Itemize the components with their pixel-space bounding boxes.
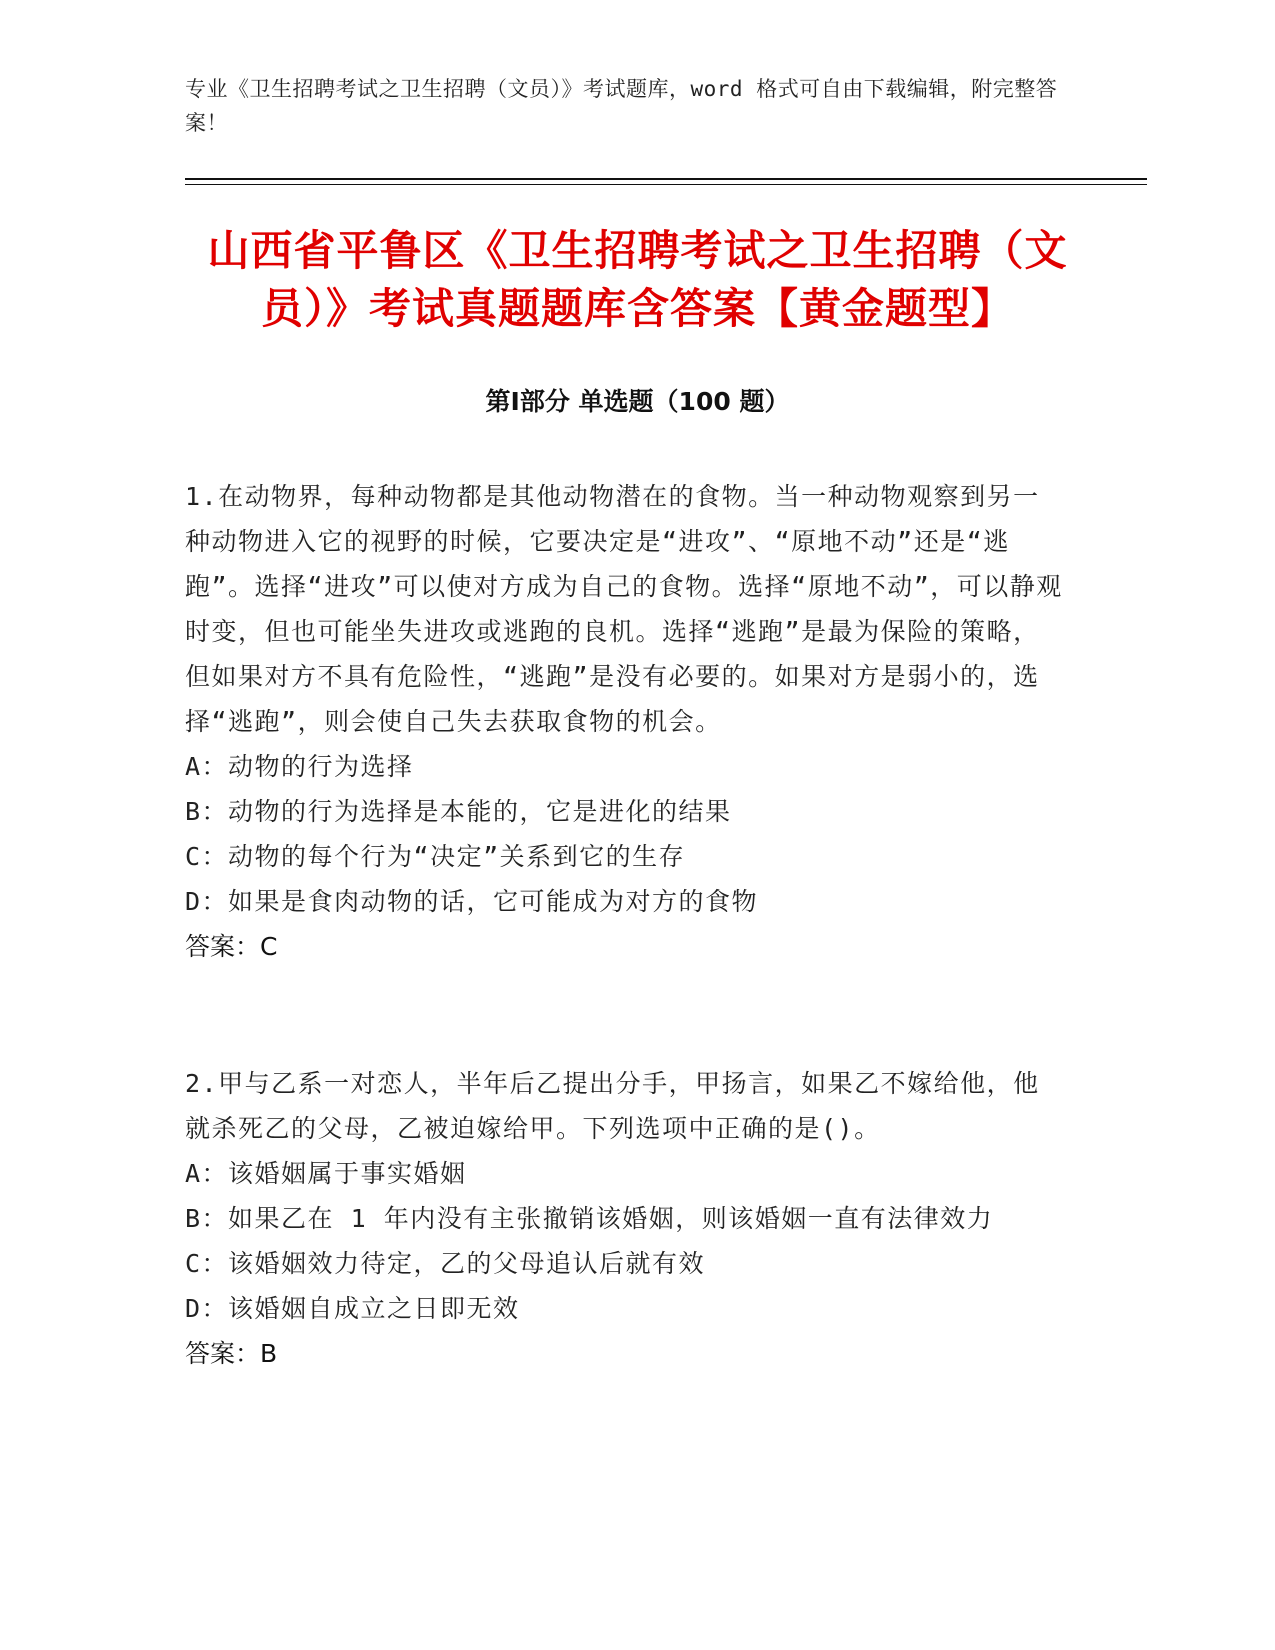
document-title: 山西省平鲁区《卫生招聘考试之卫生招聘（文员）》考试真题题库含答案【黄金题型】 [207,226,1068,333]
option-d: D：该婚姻自成立之日即无效 [185,1294,520,1323]
header-rule-thin [185,184,1147,185]
option-a: A：动物的行为选择 [185,752,414,781]
option-c: C：动物的每个行为“决定”关系到它的生存 [185,842,686,871]
header-rule-thick [185,178,1147,180]
question-stem: 1.在动物界，每种动物都是其他动物潜在的食物。当一种动物观察到另一种动物进入它的视野的时候，它要决定是“进攻”、“原地不动”还是“逃跑”。选择“进攻”可以使对方成为自己的食物。选择“原地不动”，可以静观时变，但也可能坐失进攻或逃跑的良机。选择“逃跑”是最为保险的策略，但如果对方不具有危险性，“逃跑”是没有必要的。如果对方是弱小的，选择“逃跑”，则会使自己失去获取食物的机会。 [185,482,1063,736]
question-2 [185,1061,1065,1376]
section-heading: 第Ⅰ部分 单选题（100 题） [485,387,790,416]
option-d: D：如果是食肉动物的话，它可能成为对方的食物 [185,887,759,916]
answer-label: 答案：B [185,1339,278,1368]
question-1 [185,474,1065,969]
option-b: B：如果乙在 1 年内没有主张撤销该婚姻，则该婚姻一直有法律效力 [185,1204,994,1233]
option-a: A：该婚姻属于事实婚姻 [185,1159,467,1188]
option-c: C：该婚姻效力待定，乙的父母追认后就有效 [185,1249,706,1278]
header-note: 专业《卫生招聘考试之卫生招聘（文员）》考试题库，word 格式可自由下载编辑，附完整答案！ [185,77,1058,135]
answer-label: 答案：C [185,932,278,961]
option-b: B：动物的行为选择是本能的，它是进化的结果 [185,797,732,826]
question-stem: 2.甲与乙系一对恋人，半年后乙提出分手，甲扬言，如果乙不嫁给他，他就杀死乙的父母，乙被迫嫁给甲。下列选项中正确的是()。 [185,1069,1040,1143]
